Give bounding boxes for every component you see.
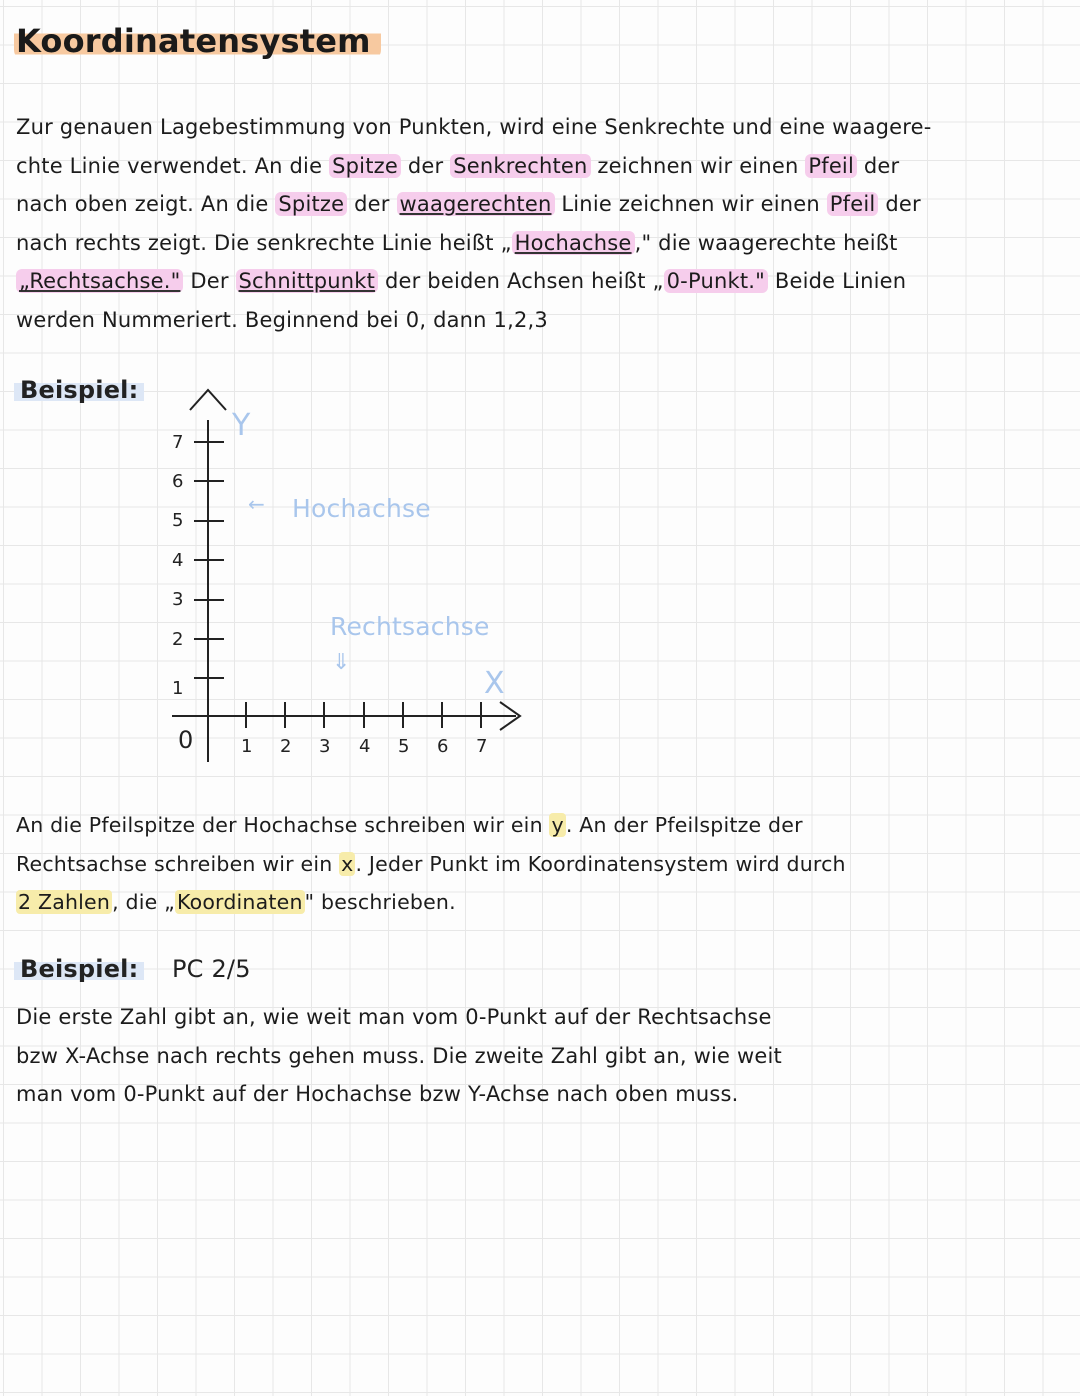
highlight-spitze: Spitze — [329, 154, 401, 178]
intro-text: Zur genauen Lagebestimmung von Punkten, wird eine Senkrechte und eine waagere- — [16, 115, 932, 139]
axis-labels-paragraph — [16, 806, 1076, 922]
intro-text: Beide Linien — [768, 269, 907, 293]
example2-paragraph — [16, 998, 1076, 1114]
intro-text: nach rechts zeigt. Die senkrechte Linie heißt „ — [16, 230, 512, 255]
y-axis-arrowhead — [190, 390, 226, 410]
highlight-spitze: Spitze — [275, 192, 347, 216]
intro-line-1 — [16, 108, 1076, 147]
title-text: Koordinatensystem — [14, 22, 381, 60]
highlight-schnittpunkt: Schnittpunkt — [236, 269, 379, 293]
intro-line-6 — [16, 301, 1076, 340]
intro-line-2 — [16, 147, 1076, 186]
highlight-rechtsachse: „Rechtsachse." — [16, 269, 183, 293]
x-tick-label-1: 1 — [241, 736, 253, 757]
highlight-pfeil: Pfeil — [827, 192, 879, 216]
x-tick-label-6: 6 — [437, 736, 449, 757]
intro-text: der — [400, 153, 451, 178]
intro-text: Der — [183, 269, 236, 293]
y-tick-label-3: 3 — [172, 589, 184, 610]
highlight-y: y — [551, 813, 564, 837]
para2-text: . An der Pfeilspitze der — [565, 813, 803, 837]
coordinate-diagram — [150, 380, 550, 780]
para2-line-3 — [16, 883, 1076, 922]
hochachse-arrow-icon: ← — [248, 492, 265, 516]
example-label: Beispiel: — [14, 376, 144, 404]
highlight-2-zahlen: 2 Zahlen — [18, 890, 111, 914]
x-tick-label-7: 7 — [476, 736, 488, 757]
highlight-pfeil: Pfeil — [805, 154, 857, 178]
intro-text: der — [878, 192, 921, 216]
x-tick-label-3: 3 — [319, 736, 331, 757]
y-tick-label-4: 4 — [172, 550, 184, 571]
y-tick-label-6: 6 — [172, 471, 184, 492]
rechtsachse-label: Rechtsachse — [330, 612, 490, 641]
origin-label: 0 — [178, 726, 194, 754]
x-tick-label-5: 5 — [398, 736, 410, 757]
intro-text: Linie zeichnen wir einen — [554, 192, 827, 216]
example2-line-2: bzw X-Achse nach rechts gehen muss. Die zweite Zahl gibt an, wie weit — [16, 1043, 782, 1068]
para2-line-2 — [16, 845, 1076, 884]
intro-text: zeichnen wir einen — [590, 153, 806, 178]
page-title — [14, 22, 381, 60]
y-tick-label-1: 1 — [172, 678, 184, 699]
rechtsachse-arrow-icon: ⇓ — [332, 650, 351, 675]
intro-line-3 — [16, 185, 1076, 224]
highlight-senkrechten: Senkrechten — [450, 154, 590, 178]
intro-line-4 — [16, 224, 1076, 263]
highlight-hochachse: Hochachse — [512, 231, 635, 255]
para2-text: Rechtsachse schreiben wir ein — [16, 851, 340, 876]
intro-text: nach oben zeigt. An die — [16, 192, 276, 216]
intro-text: ," die waagerechte heißt — [634, 230, 898, 255]
x-axis-letter: X — [484, 666, 505, 701]
y-tick-label-7: 7 — [172, 432, 184, 453]
intro-text: der — [347, 192, 397, 216]
para2-text: , die „ — [112, 890, 175, 914]
intro-line-5 — [16, 262, 1076, 301]
hochachse-label: Hochachse — [292, 494, 431, 523]
intro-text: chte Linie verwendet. An die — [16, 153, 330, 178]
intro-text: der — [857, 153, 900, 178]
highlight-waagerechten: waagerechten — [397, 192, 555, 216]
para2-text: An die Pfeilspitze der Hochachse schreiben wir ein — [16, 813, 550, 837]
intro-text: der beiden Achsen heißt „ — [378, 269, 664, 293]
example2-line-1: Die erste Zahl gibt an, wie weit man vom 0-Punkt auf der Rechtsachse — [16, 1005, 772, 1029]
intro-text: werden Nummeriert. Beginnend bei 0, dann 1,2,3 — [16, 307, 548, 332]
example2-label: Beispiel: — [14, 955, 144, 983]
example2-point: PC 2/5 — [172, 955, 251, 983]
y-tick-label-5: 5 — [172, 510, 184, 531]
intro-paragraph — [16, 108, 1076, 339]
x-tick-label-2: 2 — [280, 736, 292, 757]
example2-line-3: man vom 0-Punkt auf der Hochachse bzw Y-Achse nach oben muss. — [16, 1082, 739, 1106]
para2-line-1 — [16, 806, 1076, 845]
highlight-x: x — [341, 851, 354, 876]
y-axis-letter: Y — [232, 408, 251, 443]
para2-text: " beschrieben. — [304, 890, 456, 914]
highlight-0-punkt: 0-Punkt." — [664, 269, 768, 293]
y-tick-label-2: 2 — [172, 629, 184, 650]
axes-drawing — [150, 380, 550, 780]
x-tick-label-4: 4 — [359, 736, 371, 757]
para2-text: . Jeder Punkt im Koordinatensystem wird durch — [355, 851, 846, 876]
highlight-koordinaten: Koordinaten — [176, 890, 303, 914]
